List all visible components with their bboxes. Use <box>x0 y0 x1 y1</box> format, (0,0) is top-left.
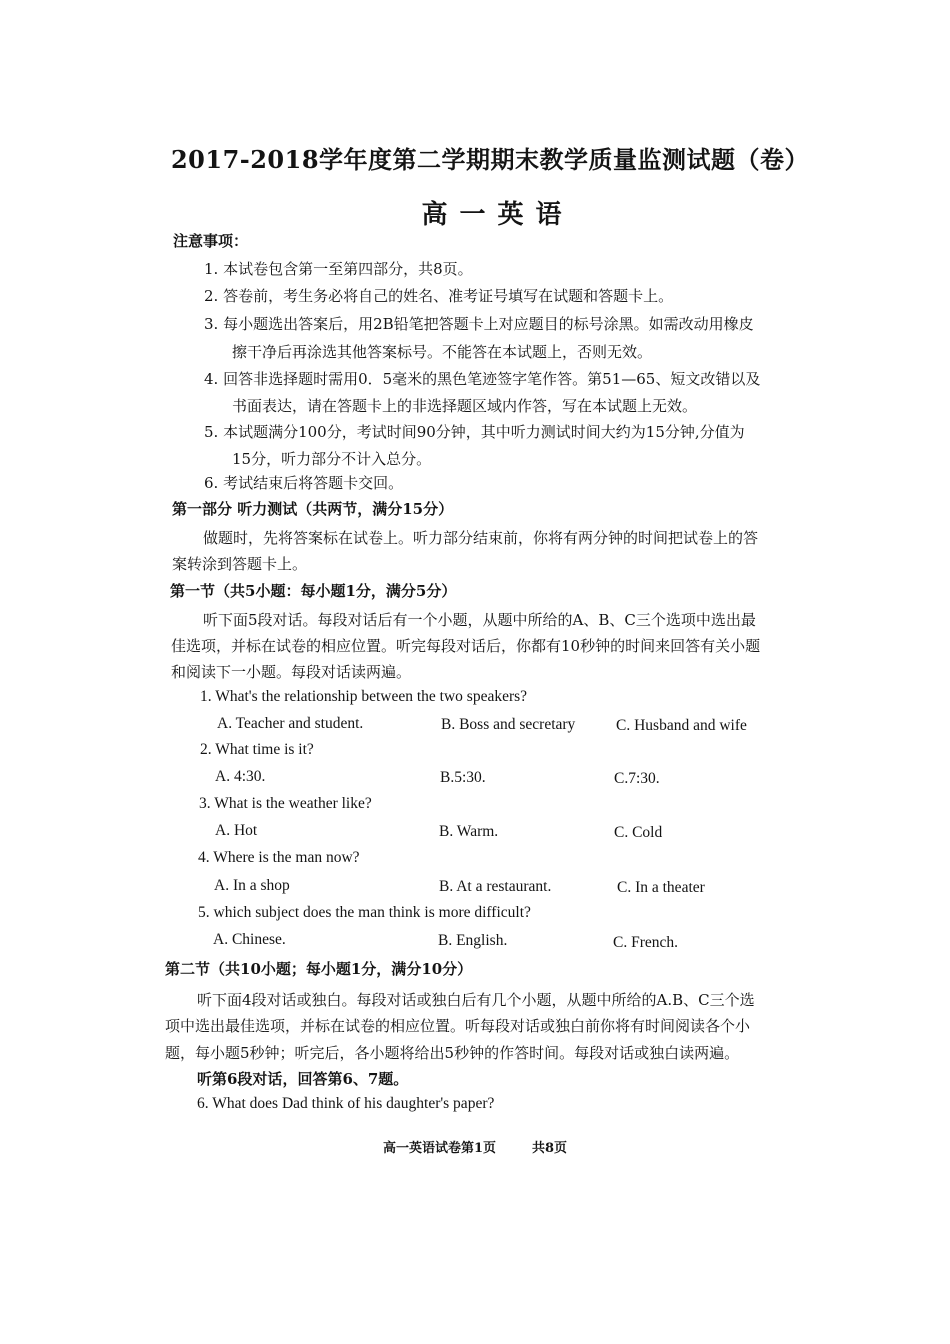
option-c: C.7:30. <box>614 770 660 787</box>
part1-intro: 案转涂到答题卡上。 <box>172 555 308 573</box>
section1-heading: 第一节（共5小题：每小题1分，满分5分） <box>170 582 457 600</box>
notice-item: 5. 本试题满分100分，考试时间90分钟，其中听力测试时间大约为15分钟,分值为 <box>204 423 745 441</box>
option-a: A. Teacher and student. <box>217 715 364 732</box>
section2-instruction: 听第6段对话，回答第6、7题。 <box>197 1070 409 1088</box>
notice-item-continued: 15分，听力部分不计入总分。 <box>232 450 432 468</box>
question: 6. What does Dad think of his daughter's paper? <box>197 1095 495 1112</box>
question: 5. which subject does the man think is more difficult? <box>198 904 531 921</box>
section2-intro: 听下面4段对话或独白。每段对话或独白后有几个小题，从题中所给的A.B、C三个选 <box>197 991 755 1009</box>
option-a: A. 4:30. <box>215 768 266 785</box>
exam-title: 2017-2018学年度第二学期期末教学质量监测试题（卷） <box>170 145 810 174</box>
notice-item: 4. 回答非选择题时需用0．5毫米的黑色笔迹签字笔作答。第51—65、短文改错以及 <box>204 370 761 388</box>
notice-item: 3. 每小题选出答案后，用2B铅笔把答题卡上对应题目的标号涂黑。如需改动用橡皮 <box>204 315 754 333</box>
section1-intro: 佳选项，并标在试卷的相应位置。听完每段对话后，你都有10秒钟的时间来回答有关小题 <box>171 637 761 655</box>
option-c: C. French. <box>613 934 679 951</box>
option-a: A. Hot <box>215 822 258 839</box>
notice-item-continued: 擦干净后再涂选其他答案标号。不能答在本试题上，否则无效。 <box>232 343 653 361</box>
part1-heading: 第一部分 听力测试（共两节，满分15分） <box>172 500 454 518</box>
option-a: A. Chinese. <box>213 931 286 948</box>
notice-heading: 注意事项： <box>173 232 249 250</box>
exam-subject: 高一英语 <box>421 200 574 230</box>
section1-intro: 听下面5段对话。每段对话后有一个小题，从题中所给的A、B、C三个选项中选出最 <box>203 611 756 629</box>
section2-intro: 题，每小题5秒钟；听完后，各小题将给出5秒钟的作答时间。每段对话或独白读两遍。 <box>165 1044 740 1062</box>
section2-intro: 项中选出最佳选项，并标在试卷的相应位置。听每段对话或独白前你将有时间阅读各个小 <box>165 1017 751 1035</box>
notice-item: 1. 本试卷包含第一至第四部分，共8页。 <box>204 260 473 278</box>
notice-item: 6. 考试结束后将答题卡交回。 <box>204 474 404 492</box>
option-c: C. Husband and wife <box>616 717 747 734</box>
option-b: B. Warm. <box>439 823 499 840</box>
option-b: B. English. <box>438 932 508 949</box>
notice-item-continued: 书面表达，请在答题卡上的非选择题区域内作答，写在本试题上无效。 <box>232 397 698 415</box>
page-total: 共8页 <box>532 1141 568 1156</box>
part1-intro: 做题时，先将答案标在试卷上。听力部分结束前，你将有两分钟的时间把试卷上的答 <box>203 529 759 547</box>
notice-item: 2. 答卷前，考生务必将自己的姓名、准考证号填写在试题和答题卡上。 <box>204 287 674 305</box>
page-number: 高一英语试卷第1页 <box>382 1141 496 1156</box>
page-footer <box>0 1137 950 1156</box>
question: 3. What is the weather like? <box>199 795 372 812</box>
option-c: C. In a theater <box>617 879 705 896</box>
option-c: C. Cold <box>614 824 663 841</box>
option-b: B.5:30. <box>440 769 486 786</box>
section1-intro: 和阅读下一小题。每段对话读两遍。 <box>171 663 412 681</box>
question: 4. Where is the man now? <box>198 849 360 866</box>
option-b: B. At a restaurant. <box>439 878 552 895</box>
option-a: A. In a shop <box>214 877 290 894</box>
section2-heading: 第二节（共10小题；每小题1分，满分10分） <box>165 960 473 978</box>
question: 1. What's the relationship between the two speakers? <box>200 688 528 705</box>
question: 2. What time is it? <box>200 741 314 758</box>
option-b: B. Boss and secretary <box>441 716 576 733</box>
